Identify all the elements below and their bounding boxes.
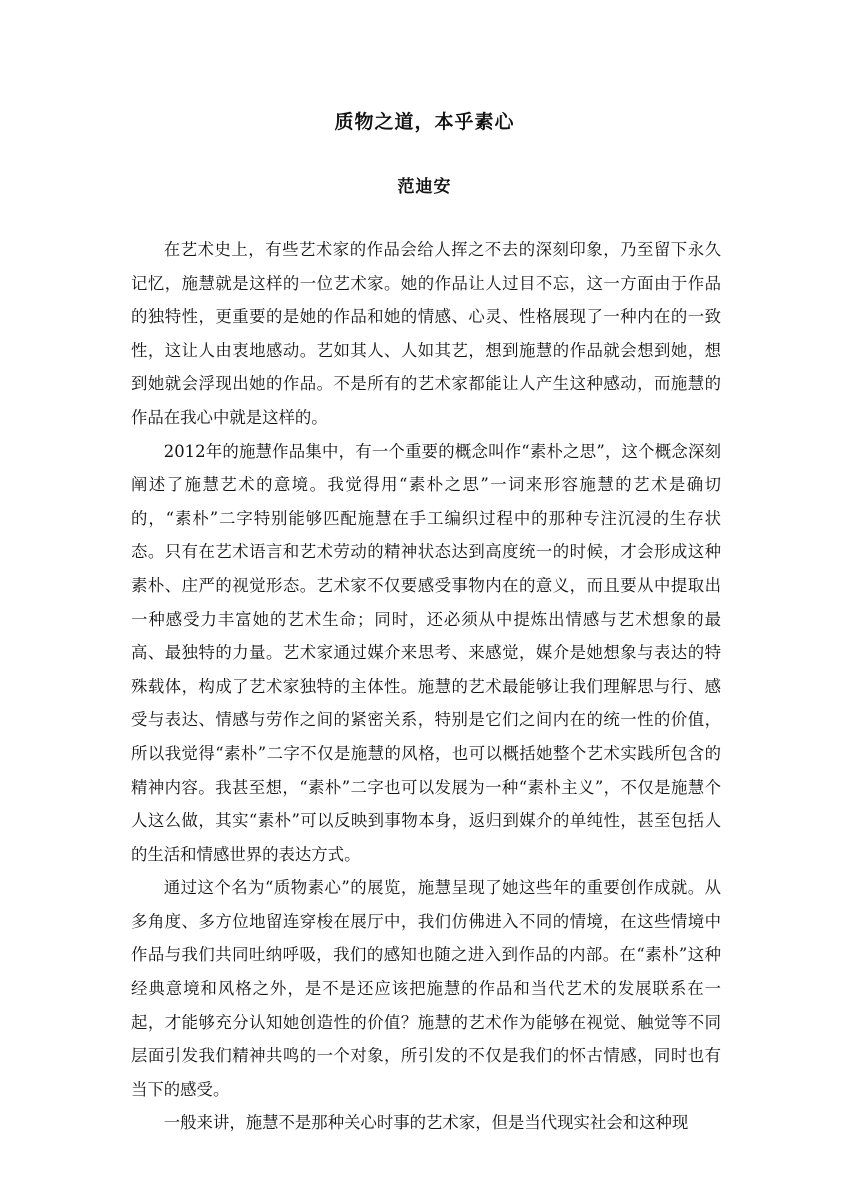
paragraph: 一般来讲，施慧不是那种关心时事的艺术家，但是当代现实社会和这种现 [163, 1113, 689, 1133]
paragraph: 在艺术史上，有些艺术家的作品会给人挥之不去的深刻印象，乃至留下永久记忆，施慧就是这样的一位艺术家。她的作品让人过目不忘，这一方面由于作品的独特性，更重要的是她的作品和她的情感、心灵、性格展现了一种内在的一致性，这让人由衷地感动。艺如其人、人如其艺，想到施慧的作品就会想到她，想到她就会浮现出她的作品。不是所有的艺术家都能让人产生这种感动，而施慧的作品在我心中就是这样的。 [131, 240, 721, 427]
article-body [131, 233, 721, 1140]
article-title: 质物之道，本乎素心 [334, 111, 515, 133]
paragraph: 通过这个名为“质物素心”的展览，施慧呈现了她这些年的重要创作成就。从多角度、多方位地留连穿梭在展厅中，我们仿佛进入不同的情境，在这些情境中作品与我们共同吐纳呼吸，我们的感知也随之进入到作品的内部。在“素朴”这种经典意境和风格之外，是不是还应该把施慧的作品和当代艺术的发展联系在一起，才能够充分认知她创造性的价值？施慧的艺术作为能够在视觉、触觉等不同层面引发我们精神共鸣的一个对象，所引发的不仅是我们的怀古情感，同时也有当下的感受。 [131, 878, 721, 1099]
paragraph: 2012年的施慧作品集中，有一个重要的概念叫作“素朴之思”，这个概念深刻阐述了施慧艺术的意境。我觉得用“素朴之思”一词来形容施慧的艺术是确切的，“素朴”二字特别能够匹配施慧在手工编织过程中的那种专注沉浸的生存状态。只有在艺术语言和艺术劳动的精神状态达到高度统一的时候，才会形成这种素朴、庄严的视觉形态。艺术家不仅要感受事物内在的意义，而且要从中提取出一种感受力丰富她的艺术生命；同时，还必须从中提炼出情感与艺术想象的最高、最独特的力量。艺术家通过媒介来思考、来感觉，媒介是她想象与表达的特殊载体，构成了艺术家独特的主体性。施慧的艺术最能够让我们理解思与行、感受与表达、情感与劳作之间的紧密关系，特别是它们之间内在的统一性的价值，所以我觉得“素朴”二字不仅是施慧的风格，也可以概括她整个艺术实践所包含的精神内容。我甚至想，“素朴”二字也可以发展为一种“素朴主义”，不仅是施慧个人这么做，其实“素朴”可以反映到事物本身，返归到媒介的单纯性，甚至包括人的生活和情感世界的表达方式。 [131, 441, 721, 864]
article-author: 范迪安 [397, 177, 452, 197]
